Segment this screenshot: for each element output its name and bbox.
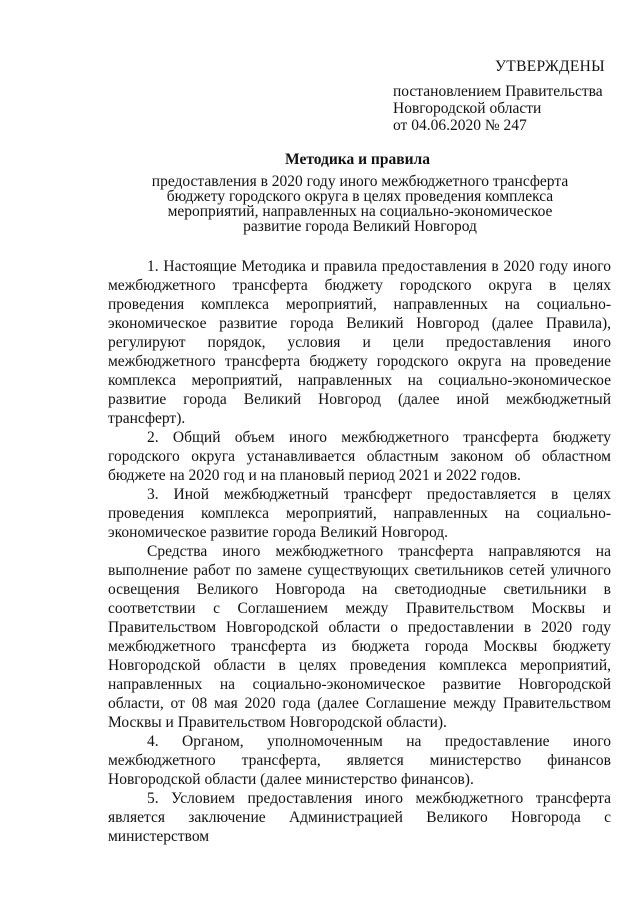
paragraph-3-continuation: Средства иного межбюджетного трансферта направляются на выполнение работ по замене существующих светильников сетей уличного освещения Великого Новгорода на светодиодные светильники в соответствии с Соглашением между Правительством Москвы и Правительством Новгородской области о предоставлении в 2020 году межбюджетного трансферта из бюджета города Москвы бюджету Новгородской области в целях проведения комплекса мероприятий, направленных на социально-экономическое развитие Новгородской области, от 08 мая 2020 года (далее Соглашение между Правительством Москвы и Правительством Новгородской области). <box>108 543 611 731</box>
approved-label: УТВЕРЖДЕНЫ <box>495 58 605 75</box>
approval-stamp <box>393 58 623 134</box>
paragraph-1: 1. Настоящие Методика и правила предоставления в 2020 году иного межбюджетного трансферта бюджету городского округа в целях проведения комплекса мероприятий, направленных на социально-экономическое развитие города Великий Новгород (далее Правила), регулируют порядок, условия и цели предоставления иного межбюджетного трансферта бюджету городского округа на проведение комплекса мероприятий, направленных на социально-экономическое развитие города Великий Новгород (далее иной межбюджетный трансферт). <box>108 258 611 427</box>
paragraph-2: 2. Общий объем иного межбюджетного трансферта бюджету городского округа устанавливается областным законом об областном бюджете на 2020 год и на плановый период 2021 и 2022 годов. <box>108 429 611 484</box>
paragraph-4: 4. Органом, уполномоченным на предоставление иного межбюджетного трансферта, является министерство финансов Новгородской области (далее министерство финансов). <box>108 733 611 788</box>
paragraph-5: 5. Условием предоставления иного межбюджетного трансферта является заключение Администрацией Великого Новгорода с министерством <box>108 790 611 845</box>
approval-line-1: постановлением Правительства <box>393 83 603 100</box>
paragraph-3: 3. Иной межбюджетный трансферт предоставляется в целях проведения комплекса мероприятий, направленных на социально-экономическое развитие города Великий Новгород. <box>108 486 611 541</box>
document-body <box>108 257 611 846</box>
document-subtitle: предоставления в 2020 году иного межбюджетного трансферта бюджету городского округа в целях проведения комплекса мероприятий, направленных на социально-экономическое развитие города Великий Новгород <box>151 173 569 235</box>
document-title: Методика и правила <box>285 151 430 168</box>
approval-line-2: Новгородской области <box>393 100 542 117</box>
approval-line-3: от 04.06.2020 № 247 <box>393 117 527 134</box>
